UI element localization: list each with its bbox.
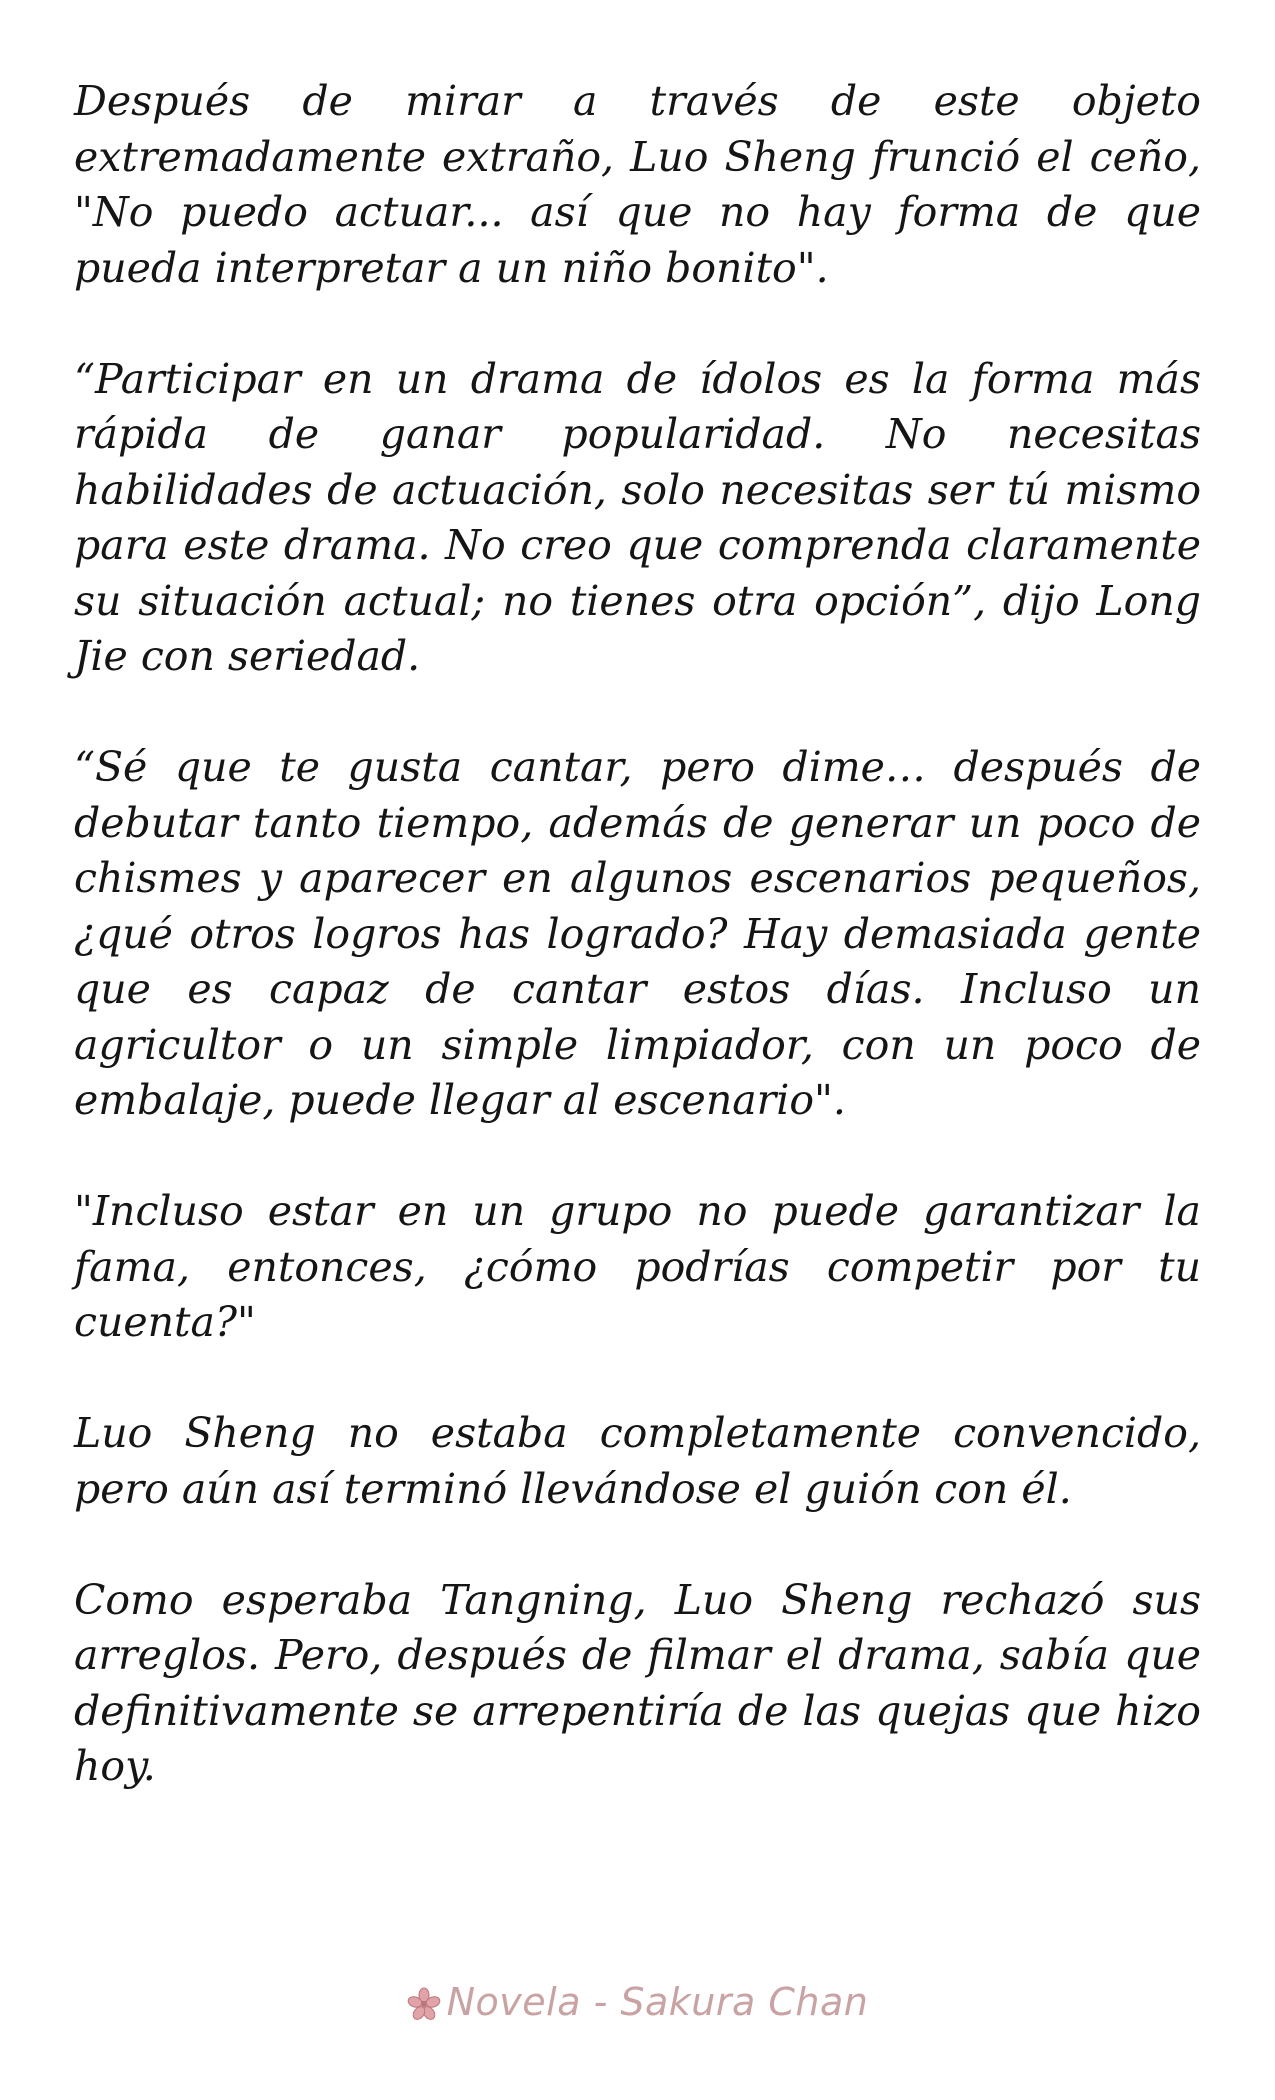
paragraph-3: “Sé que te gusta cantar, pero dime… después de debutar tanto tiempo, además de generar un poco de chismes y aparecer en algunos escenarios pequeños, ¿qué otros logros has logrado? Hay demasiada gente que es capaz de cantar estos días. Incluso un agricultor o un simple limpiador, con un poco de embalaje, puede llegar al escenario". — [74, 743, 1201, 1124]
sakura-flower-icon — [407, 1986, 441, 2030]
paragraph-5: Luo Sheng no estaba completamente convencido, pero aún así terminó llevándose el guión con él. — [74, 1409, 1201, 1513]
watermark-footer — [0, 1980, 1275, 2030]
paragraph-6: Como esperaba Tangning, Luo Sheng rechazó sus arreglos. Pero, después de filmar el drama, sabía que definitivamente se arrepentiría de las quejas que hizo hoy. — [74, 1575, 1201, 1790]
paragraph-2: “Participar en un drama de ídolos es la forma más rápida de ganar popularidad. No necesitas habilidades de actuación, solo necesitas ser tú mismo para este drama. No creo que comprenda claramente su situación actual; no tienes otra opción”, dijo Long Jie con seriedad. — [74, 354, 1201, 680]
footer-text: Novela - Sakura Chan — [446, 1980, 869, 2024]
chapter-text — [74, 74, 1201, 1850]
paragraph-4: "Incluso estar en un grupo no puede garantizar la fama, entonces, ¿cómo podrías competir por tu cuenta?" — [74, 1187, 1201, 1346]
paragraph-1: Después de mirar a través de este objeto extremadamente extraño, Luo Sheng frunció el ceño, "No puedo actuar... así que no hay forma de que pueda interpretar a un niño bonito". — [74, 77, 1201, 292]
